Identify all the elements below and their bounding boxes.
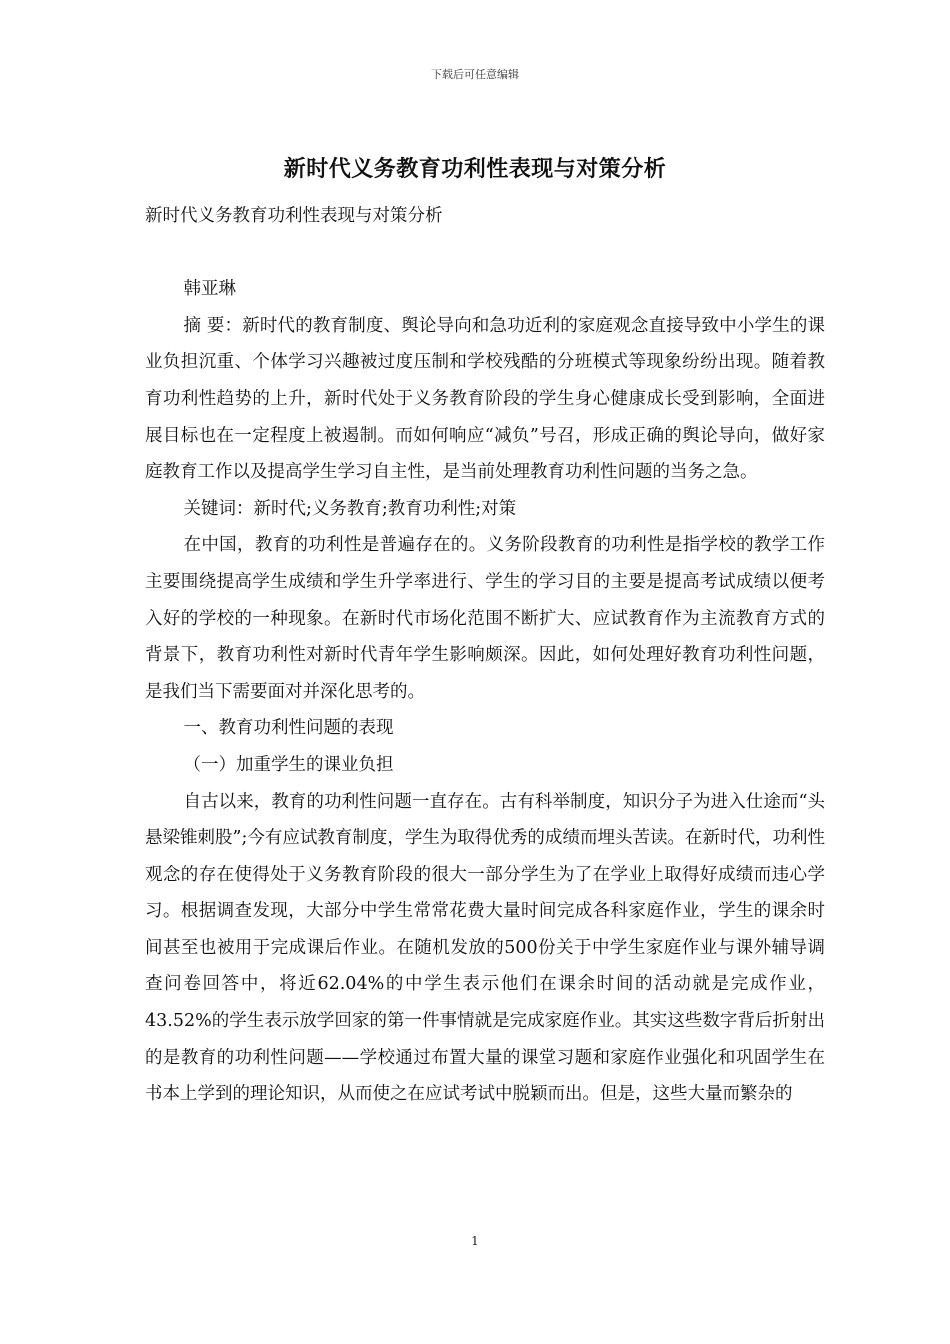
abstract-paragraph: 摘 要：新时代的教育制度、舆论导向和急功近利的家庭观念直接导致中小学生的课业负担沉重、个体学习兴趣被过度压制和学校残酷的分班模式等现象纷纷出现。随着教育功利性趋势的上升，新时代处于义务教育阶段的学生身心健康成长受到影响，全面进展目标也在一定程度上被遏制。而如何响应“减负”号召，形成正确的舆论导向，做好家庭教育工作以及提高学生学习自主性，是当前处理教育功利性问题的当务之急。 [145, 315, 825, 483]
page-header-note: 下载后可任意编辑 [431, 68, 519, 81]
body-paragraph: 自古以来，教育的功利性问题一直存在。古有科举制度，知识分子为进入仕途而“头悬梁锥刺股”;今有应试教育制度，学生为取得优秀的成绩而埋头苦读。在新时代，功利性观念的存在使得处于义务教育阶段的很大一部分学生为了在学业上取得好成绩而违心学习。根据调查发现，大部分中学生常常花费大量时间完成各科家庭作业，学生的课余时间甚至也被用于完成课后作业。在随机发放的500份关于中学生家庭作业与课外辅导调查问卷回答中，将近62.04%的中学生表示他们在课余时间的活动就是完成作业，43.52%的学生表示放学回家的第一件事情就是完成家庭作业。其实这些数字背后折射出的是教育的功利性问题——学校通过布置大量的课堂习题和家庭作业强化和巩固学生在书本上学到的理论知识，从而使之在应试考试中脱颖而出。但是，这些大量而繁杂的 [145, 791, 825, 1105]
author-name: 韩亚琳 [183, 279, 236, 300]
page-number: 1 [471, 1234, 479, 1248]
subsection-heading: （一）加重学生的课业负担 [183, 754, 394, 775]
document-body [145, 198, 825, 1113]
document-title: 新时代义务教育功利性表现与对策分析 [283, 156, 667, 182]
document-subtitle: 新时代义务教育功利性表现与对策分析 [145, 206, 443, 226]
intro-paragraph: 在中国，教育的功利性是普遍存在的。义务阶段教育的功利性是指学校的教学工作主要围绕提高学生成绩和学生升学率进行、学生的学习目的主要是提高考试成绩以便考入好的学校的一种现象。在新时代市场化范围不断扩大、应试教育作为主流教育方式的背景下，教育功利性对新时代青年学生影响颇深。因此，如何处理好教育功利性问题，是我们当下需要面对并深化思考的。 [145, 535, 825, 702]
keywords-line: 关键词：新时代;义务教育;教育功利性;对策 [183, 498, 517, 519]
section-heading: 一、教育功利性问题的表现 [183, 718, 394, 739]
